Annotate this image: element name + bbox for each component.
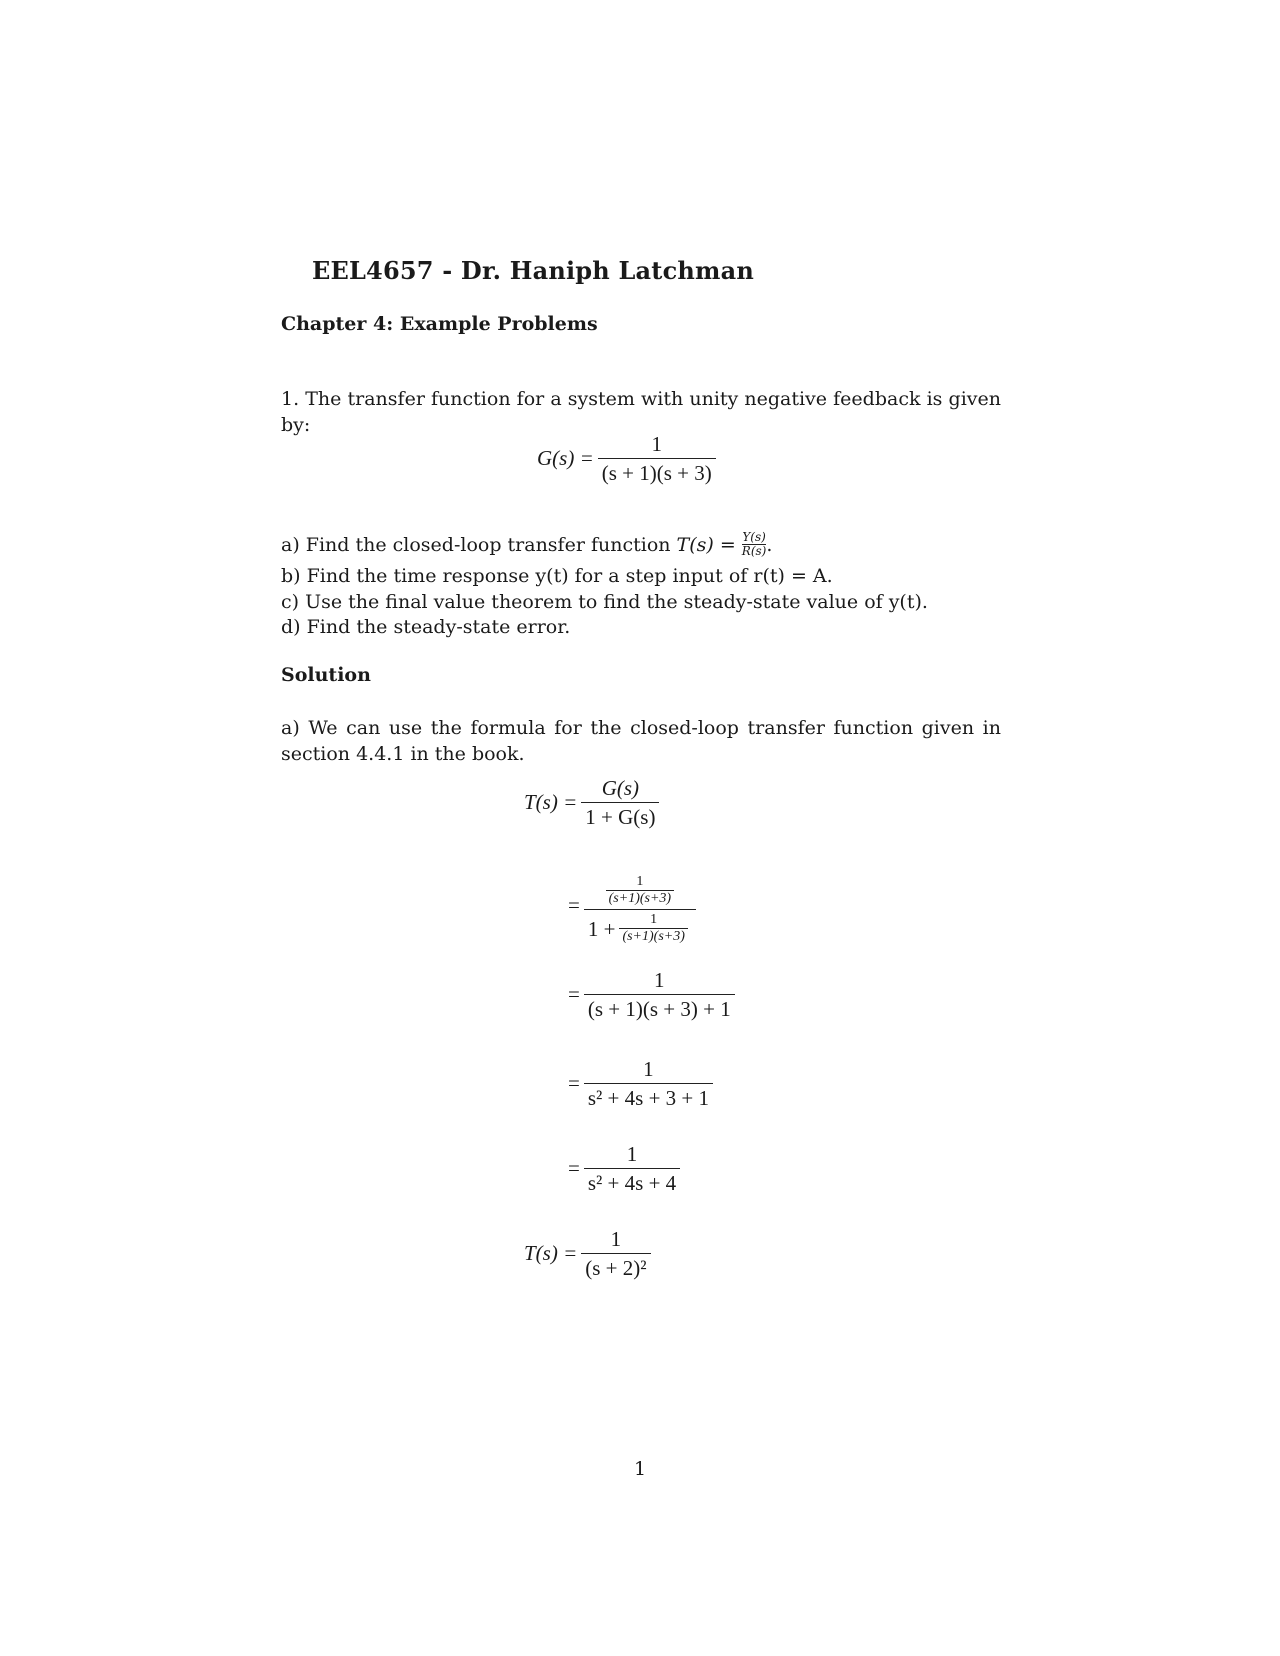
part-a-denominator: R(s) [741,543,767,558]
step-6-numerator: 1 [610,1227,622,1251]
solution-heading: Solution [281,664,371,686]
solution-step-4 [568,1057,717,1110]
step-5-denominator: s² + 4s + 4 [587,1171,677,1195]
step-2-fraction [584,866,696,945]
equation-g-numerator: 1 [651,432,662,456]
problem-intro: 1. The transfer function for a system with unity negative feedback is given by: [281,388,1001,436]
solution-step-2 [568,866,700,945]
part-b: b) Find the time response y(t) for a step input of r(t) = A. [281,565,833,587]
step-2-inner-top-fraction [606,874,674,907]
step-2-numerator [598,866,682,909]
step-4-equals: = [568,1071,580,1095]
step-2-den-prefix: 1 + [587,916,616,941]
step-2-inner-bottom-fraction [619,912,687,945]
page-number: 1 [634,1458,647,1480]
chapter-heading: Chapter 4: Example Problems [281,313,598,335]
part-a-text: a) Find the closed-loop transfer function [281,534,677,556]
step-4-fraction [584,1057,713,1110]
step-6-denominator: (s + 2)² [585,1256,647,1280]
step-5-equals: = [568,1156,580,1180]
part-c: c) Use the final value theorem to find the steady-state value of y(t). [281,591,928,613]
step-1-fraction [581,776,659,829]
step-5-numerator: 1 [626,1142,638,1166]
solution-step-1 [524,776,663,829]
step-6-lhs: T(s) = [524,1241,578,1265]
step-2-inner-top-numerator: 1 [636,874,644,889]
step-6-fraction [581,1227,650,1280]
equation-g-lhs: G(s) = [537,446,594,470]
step-3-numerator: 1 [654,968,665,992]
step-5-fraction [584,1142,680,1195]
part-a-period: . [766,534,773,556]
document-title: EEL4657 - Dr. Haniph Latchman [312,256,755,285]
equation-g-fraction [598,432,716,485]
part-a-fraction [742,531,767,558]
step-1-denominator: 1 + G(s) [585,805,656,829]
step-2-inner-bottom-denominator: (s+1)(s+3) [622,929,685,944]
step-2-inner-top-denominator: (s+1)(s+3) [608,891,672,906]
equation-g-denominator: (s + 1)(s + 3) [601,461,712,485]
equation-g [537,432,720,485]
part-a-numerator: Y(s) [742,529,766,544]
step-3-equals: = [568,982,580,1006]
step-2-denominator [584,910,696,945]
step-3-denominator: (s + 1)(s + 3) + 1 [587,997,731,1021]
step-1-numerator: G(s) [601,776,640,800]
step-4-numerator: 1 [643,1057,654,1081]
part-d: d) Find the steady-state error. [281,616,571,638]
step-4-denominator: s² + 4s + 3 + 1 [587,1086,710,1110]
solution-intro: a) We can use the formula for the closed-loop transfer function given in section 4.4.1 in the book. [281,717,1001,765]
solution-step-5 [568,1142,684,1195]
part-a [281,529,773,560]
solution-step-3 [568,968,739,1021]
step-1-lhs: T(s) = [524,790,578,814]
step-3-fraction [584,968,735,1021]
step-2-inner-bottom-numerator: 1 [650,912,658,927]
solution-step-6 [524,1227,655,1280]
part-a-t: T(s) = [676,534,736,556]
step-2-equals: = [568,893,580,917]
